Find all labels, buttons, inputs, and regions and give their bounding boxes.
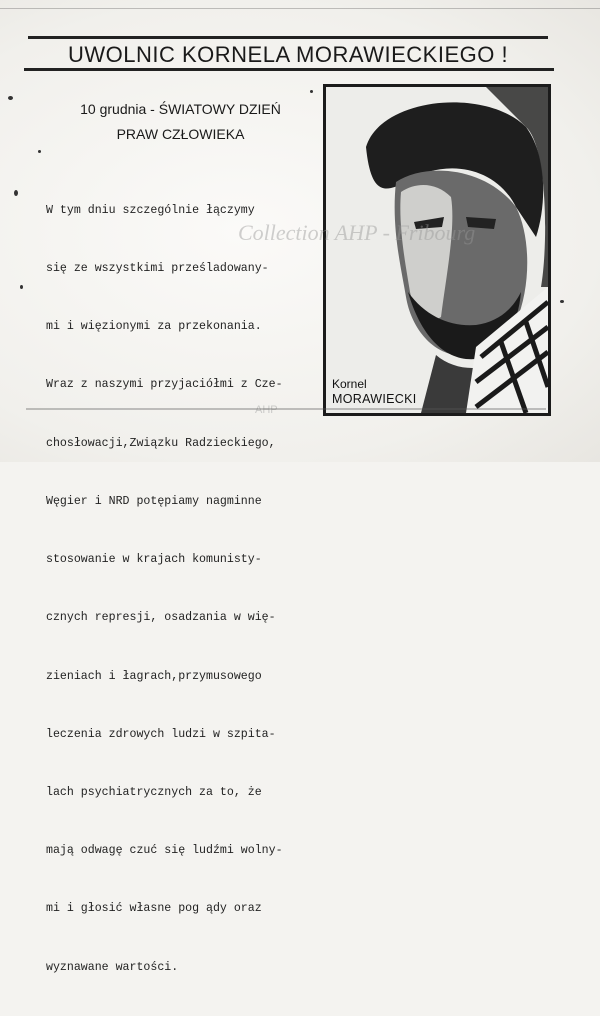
headline: [58, 97, 303, 147]
body-line: wyznawane wartości.: [46, 960, 179, 974]
headline-line-1: 10 grudnia - ŚWIATOWY DZIEŃ: [80, 101, 281, 117]
body-text: [46, 162, 316, 1016]
leaflet-title: UWOLNIC KORNELA MORAWIECKIEGO !: [68, 42, 509, 67]
print-speck: [560, 300, 564, 303]
title-rule-top: [28, 36, 548, 39]
portrait-illustration: [326, 87, 548, 413]
photo-caption: [332, 377, 416, 407]
body-line: cznych represji, osadzania w wię-: [46, 611, 276, 625]
body-line: mają odwagę czuć się ludźmi wolny-: [46, 844, 283, 858]
body-line: chosłowacji,Związku Radzieckiego,: [46, 436, 276, 450]
collection-watermark: Collection AHP - Fribourg: [238, 220, 476, 245]
print-speck: [20, 285, 23, 289]
body-line: Węgier i NRD potępiamy nagminne: [46, 494, 262, 508]
title-rule-bottom: [24, 68, 554, 71]
body-line: stosowanie w krajach komunisty-: [46, 553, 262, 567]
caption-surname: MORAWIECKI: [332, 392, 417, 406]
portrait-photo: [323, 84, 551, 416]
body-line: mi i więzionymi za przekonania.: [46, 320, 262, 334]
body-line: mi i głosić własne pog ądy oraz: [46, 902, 262, 916]
headline-line-2: PRAW CZŁOWIEKA: [116, 126, 245, 142]
print-speck: [14, 190, 18, 196]
body-line: leczenia zdrowych ludzi w szpita-: [46, 727, 276, 741]
faint-footer-mark: AHP: [255, 404, 278, 416]
page-crease: [26, 408, 546, 410]
body-line: W tym dniu szczególnie łączymy: [46, 203, 255, 217]
print-speck: [310, 90, 313, 93]
body-line: się ze wszystkimi prześladowany-: [46, 262, 269, 276]
body-line: lach psychiatrycznych za to, że: [46, 786, 262, 799]
caption-first-name: Kornel: [332, 377, 367, 391]
print-speck: [8, 96, 13, 100]
body-line: Wraz z naszymi przyjaciółmi z Cze-: [46, 378, 283, 392]
body-line: zieniach i łagrach,przymusowego: [46, 669, 262, 683]
page-edge-shadow: [0, 8, 600, 9]
print-speck: [38, 150, 41, 153]
